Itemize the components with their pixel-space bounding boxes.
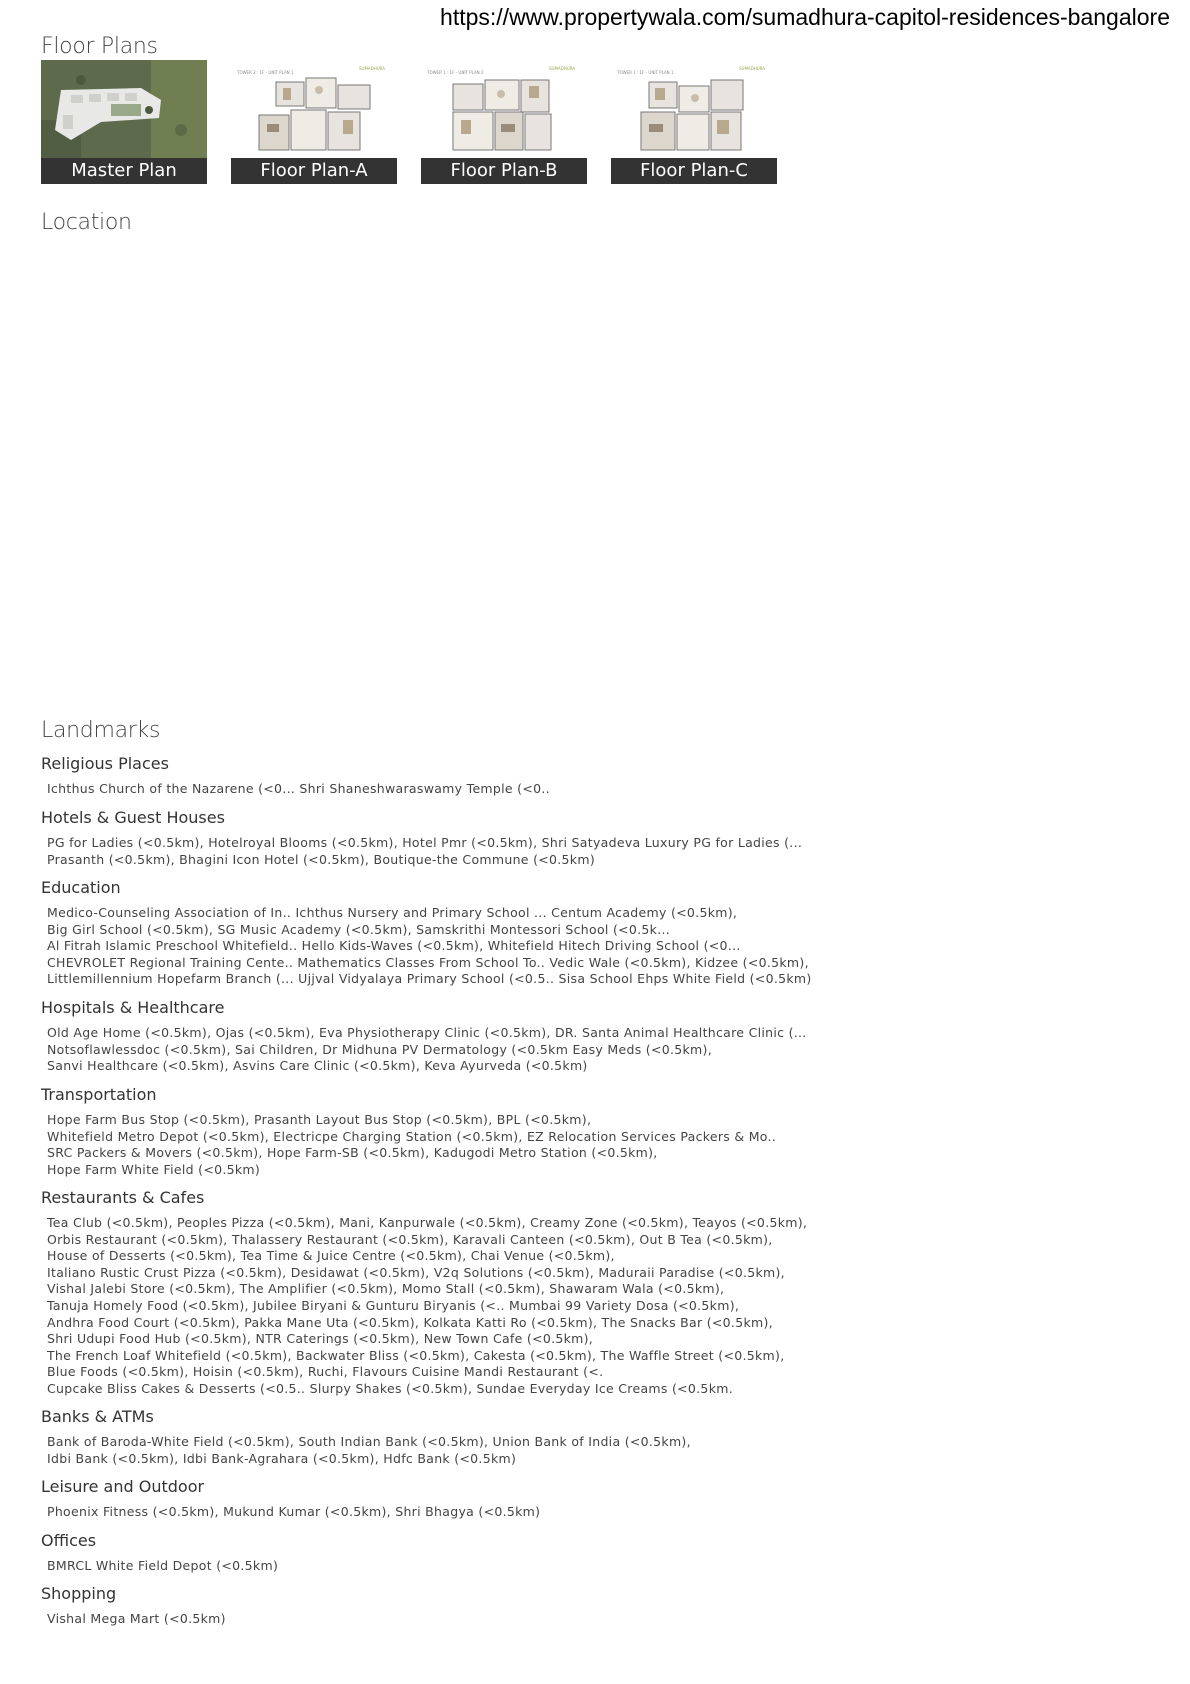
landmark-category-shopping [41, 1584, 801, 1628]
floor-plan-b-thumb[interactable] [421, 60, 587, 184]
landmark-category-hotels [41, 808, 801, 868]
landmark-line: Vishal Jalebi Store (<0.5km), The Amplifier (<0.5km), Momo Stall (<0.5km), Shawaram Wala (<0.5km), [47, 1281, 725, 1297]
category-title: Banks & ATMs [41, 1407, 154, 1426]
plan-b-header-right: SUMADHURA [549, 66, 576, 71]
landmarks-title: Landmarks [41, 718, 161, 743]
landmark-category-banks [41, 1407, 801, 1467]
floor-plan-c-thumb[interactable] [611, 60, 777, 184]
master-plan-caption: Master Plan [41, 158, 207, 184]
landmark-line: Al Fitrah Islamic Preschool Whitefield.. Hello Kids-Waves (<0.5km), Whitefield Hitech Driving School (<0... [47, 938, 741, 954]
landmark-line: Italiano Rustic Crust Pizza (<0.5km), Desidawat (<0.5km), V2q Solutions (<0.5km), Maduraii Paradise (<0.5km), [47, 1264, 785, 1280]
landmark-category-leisure [41, 1477, 801, 1521]
category-title: Shopping [41, 1584, 117, 1603]
landmark-line: The French Loaf Whitefield (<0.5km), Backwater Bliss (<0.5km), Cakesta (<0.5km), The Waffle Street (<0.5km), [47, 1347, 785, 1363]
landmark-line: Littlemillennium Hopefarm Branch (... Ujjval Vidyalaya Primary School (<0.5.. Sisa School Ehps White Field (<0.5km) [47, 971, 812, 987]
floor-plans-title: Floor Plans [41, 34, 158, 59]
category-title: Hospitals & Healthcare [41, 998, 225, 1017]
landmark-line: Tanuja Homely Food (<0.5km), Jubilee Biryani & Gunturu Biryanis (<.. Mumbai 99 Variety Dosa (<0.5km), [47, 1297, 740, 1313]
master-plan-image [41, 60, 207, 160]
landmark-category-education [41, 878, 812, 988]
page-url[interactable]: https://www.propertywala.com/sumadhura-capitol-residences-bangalore [440, 4, 1170, 30]
floor-plan-a-caption: Floor Plan-A [231, 158, 397, 184]
plan-a-header-right: SUMADHURA [359, 66, 386, 71]
landmark-line: Vishal Mega Mart (<0.5km) [47, 1611, 226, 1626]
landmark-line: House of Desserts (<0.5km), Tea Time & Juice Centre (<0.5km), Chai Venue (<0.5km), [47, 1248, 615, 1264]
landmark-line: Sanvi Healthcare (<0.5km), Asvins Care Clinic (<0.5km), Keva Ayurveda (<0.5km) [47, 1058, 588, 1074]
category-title: Education [41, 878, 121, 897]
landmark-line: Idbi Bank (<0.5km), Idbi Bank-Agrahara (<0.5km), Hdfc Bank (<0.5km) [47, 1450, 517, 1466]
plan-c-header-right: SUMADHURA [739, 66, 766, 71]
category-title: Offices [41, 1531, 97, 1550]
floor-plan-c-image [611, 60, 777, 160]
landmark-category-hospitals [41, 998, 807, 1075]
landmark-line: Ichthus Church of the Nazarene (<0... Shri Shaneshwaraswamy Temple (<0.. [47, 781, 550, 796]
landmark-line: Blue Foods (<0.5km), Hoisin (<0.5km), Ruchi, Flavours Cuisine Mandi Restaurant (<. [47, 1364, 604, 1380]
landmark-line: Notsoflawlessdoc (<0.5km), Sai Children, Dr Midhuna PV Dermatology (<0.5km Easy Meds (<0.5km), [47, 1041, 712, 1057]
landmark-line: Big Girl School (<0.5km), SG Music Academy (<0.5km), Samskrithi Montessori School (<0.5k... [47, 921, 671, 937]
landmark-line: Old Age Home (<0.5km), Ojas (<0.5km), Eva Physiotherapy Clinic (<0.5km), DR. Santa Animal Healthcare Clinic (... [47, 1025, 807, 1040]
landmark-line: SRC Packers & Movers (<0.5km), Hope Farm-SB (<0.5km), Kadugodi Metro Station (<0.5km), [47, 1145, 658, 1161]
landmark-line: Hope Farm Bus Stop (<0.5km), Prasanth Layout Bus Stop (<0.5km), BPL (<0.5km), [47, 1112, 592, 1127]
landmark-line: Cupcake Bliss Cakes & Desserts (<0.5.. Slurpy Shakes (<0.5km), Sundae Everyday Ice Creams (<0.5km. [47, 1380, 733, 1396]
landmark-category-transportation [41, 1085, 801, 1178]
landmark-category-religious [41, 754, 801, 798]
category-title: Religious Places [41, 754, 169, 773]
location-map-area[interactable] [41, 250, 801, 700]
master-plan-thumb[interactable] [41, 60, 207, 184]
floor-plan-b-caption: Floor Plan-B [421, 158, 587, 184]
floor-plan-a-image [231, 60, 397, 160]
floor-plan-a-thumb[interactable] [231, 60, 397, 184]
category-title: Restaurants & Cafes [41, 1188, 205, 1207]
landmark-line: Whitefield Metro Depot (<0.5km), Electricpe Charging Station (<0.5km), EZ Relocation Services Packers & Mo.. [47, 1128, 777, 1144]
location-title: Location [41, 210, 132, 235]
landmark-line: BMRCL White Field Depot (<0.5km) [47, 1558, 279, 1573]
floor-plan-thumbnails [41, 60, 777, 184]
landmark-line: Shri Udupi Food Hub (<0.5km), NTR Caterings (<0.5km), New Town Cafe (<0.5km), [47, 1331, 594, 1347]
landmark-line: Andhra Food Court (<0.5km), Pakka Mane Uta (<0.5km), Kolkata Katti Ro (<0.5km), The Snacks Bar (<0.5km), [47, 1314, 773, 1330]
landmark-line: CHEVROLET Regional Training Cente.. Mathematics Classes From School To.. Vedic Wale (<0.5km), Kidzee (<0.5km), [47, 954, 809, 970]
plan-b-header-left: TOWER 1 : 1F - UNIT PLAN 2 [427, 70, 484, 75]
category-title: Leisure and Outdoor [41, 1477, 205, 1496]
landmark-line: Hope Farm White Field (<0.5km) [47, 1161, 261, 1177]
floor-plan-c-caption: Floor Plan-C [611, 158, 777, 184]
landmark-line: Orbis Restaurant (<0.5km), Thalassery Restaurant (<0.5km), Karavali Canteen (<0.5km), Out B Tea (<0.5km), [47, 1231, 773, 1247]
landmark-line: Medico-Counseling Association of In.. Ichthus Nursery and Primary School ... Centum Academy (<0.5km), [47, 905, 738, 920]
category-title: Transportation [41, 1085, 157, 1104]
floor-plan-b-image [421, 60, 587, 160]
landmark-line: Phoenix Fitness (<0.5km), Mukund Kumar (<0.5km), Shri Bhagya (<0.5km) [47, 1504, 541, 1519]
landmark-line: Prasanth (<0.5km), Bhagini Icon Hotel (<0.5km), Boutique-the Commune (<0.5km) [47, 851, 595, 867]
category-title: Hotels & Guest Houses [41, 808, 225, 827]
plan-a-header-left: TOWER 2 : 1F - UNIT PLAN 1 [237, 70, 294, 75]
landmark-category-offices [41, 1531, 801, 1575]
landmark-line: PG for Ladies (<0.5km), Hotelroyal Blooms (<0.5km), Hotel Pmr (<0.5km), Shri Satyadeva Luxury PG for Ladies (... [47, 835, 803, 850]
plan-c-header-left: TOWER 1 : 1F - UNIT PLAN 1 [617, 70, 674, 75]
landmark-category-restaurants [41, 1188, 808, 1398]
landmark-line: Bank of Baroda-White Field (<0.5km), South Indian Bank (<0.5km), Union Bank of India (<0.5km), [47, 1434, 691, 1449]
landmark-line: Tea Club (<0.5km), Peoples Pizza (<0.5km), Mani, Kanpurwale (<0.5km), Creamy Zone (<0.5km), Teayos (<0.5km), [47, 1215, 808, 1230]
